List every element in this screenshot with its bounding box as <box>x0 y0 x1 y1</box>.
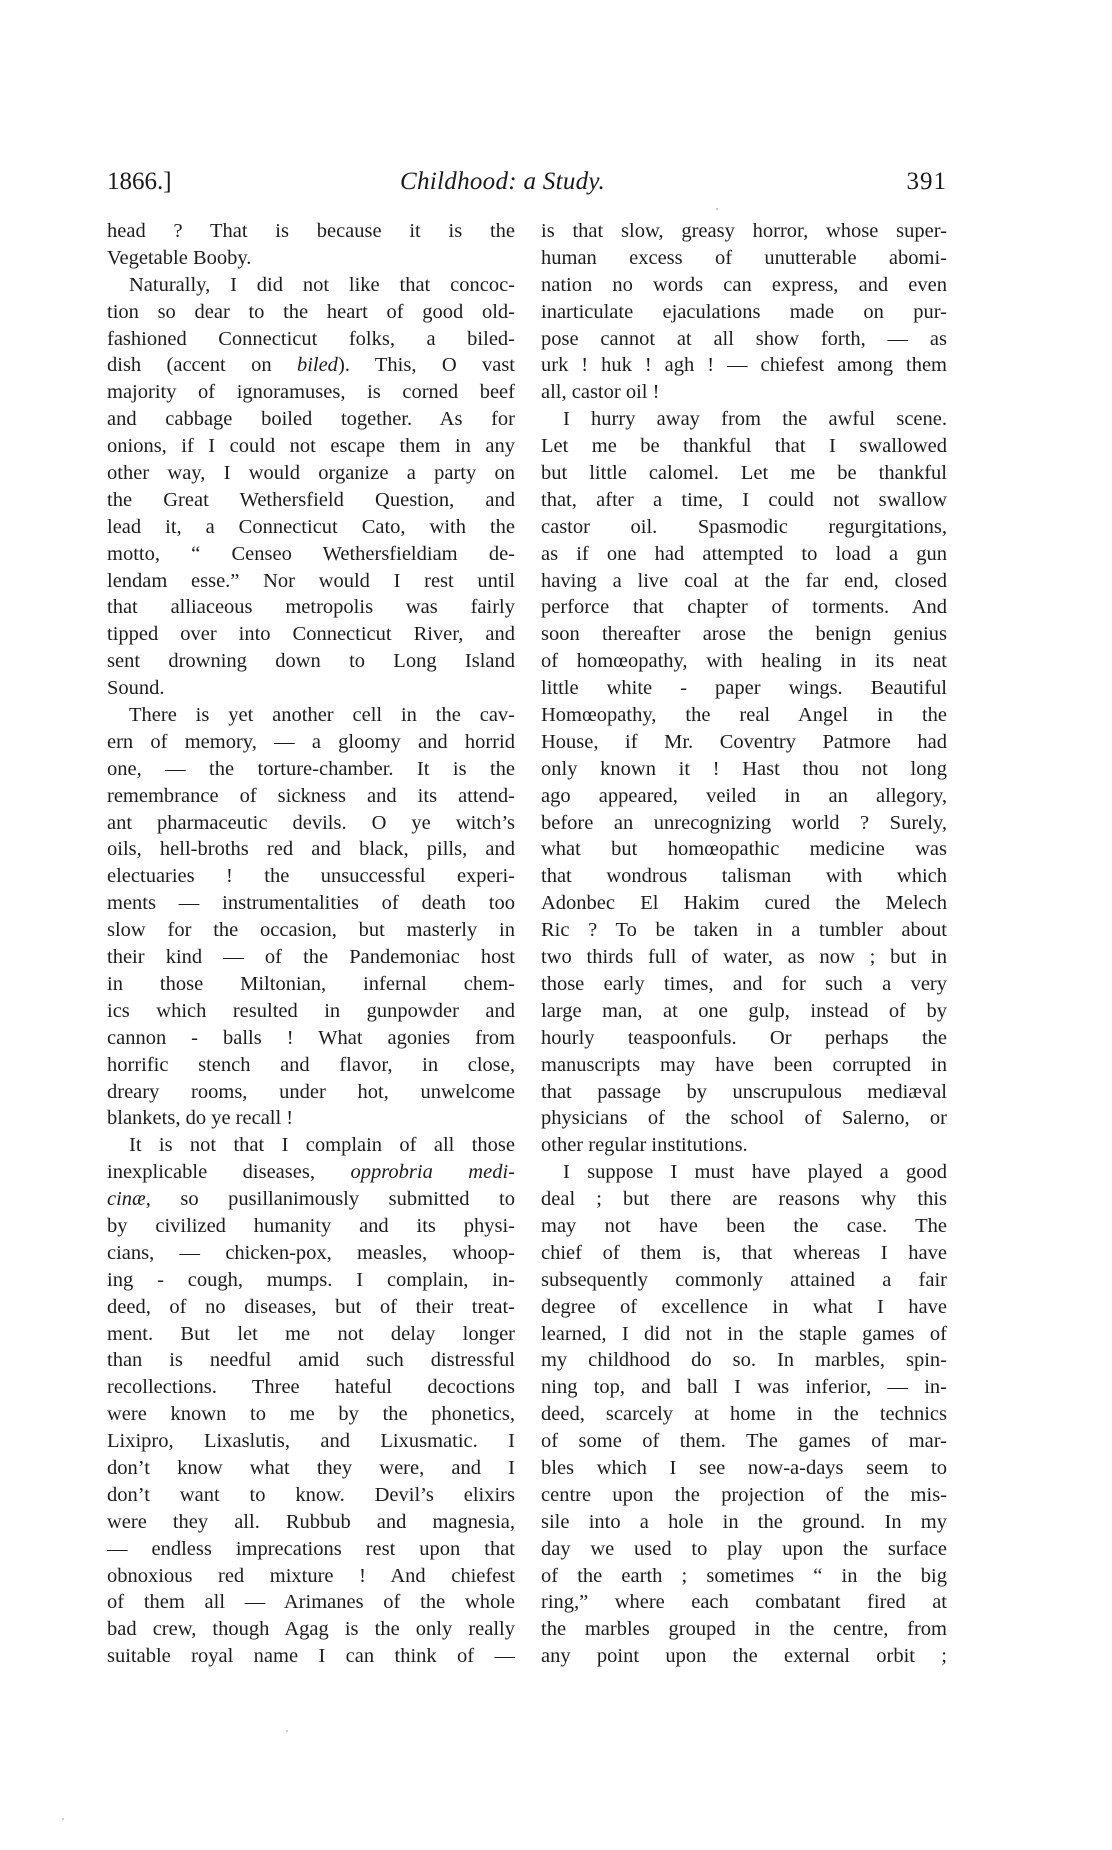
text-line: recollections. Three hateful decoctions <box>107 1376 515 1399</box>
text-line: ring,” where each combatant fired at <box>541 1591 947 1614</box>
text-line: by civilized humanity and its physi- <box>107 1214 515 1237</box>
text-line: human excess of unutterable abomi- <box>541 246 947 269</box>
text-line: and cabbage boiled together. As for <box>107 408 515 431</box>
scan-speck <box>286 1730 288 1732</box>
text-line: of the earth ; sometimes “ in the big <box>541 1564 947 1587</box>
text-line: having a live coal at the far end, closed <box>541 569 947 592</box>
text-line: but little calomel. Let me be thankful <box>541 462 947 485</box>
text-line: onions, if I could not escape them in any <box>107 435 515 458</box>
text-line: learned, I did not in the staple games of <box>541 1322 947 1345</box>
text-line: ern of memory, — a gloomy and horrid <box>107 730 515 753</box>
scan-speck <box>716 208 718 210</box>
text-line: Sound. <box>107 677 165 700</box>
text-line: in those Miltonian, infernal chem- <box>107 972 515 995</box>
text-line: deal ; but there are reasons why this <box>541 1188 947 1211</box>
text-line: the Great Wethersfield Question, and <box>107 488 515 511</box>
text-line: little white - paper wings. Beautiful <box>541 677 947 700</box>
text-line: I suppose I must have played a good <box>563 1161 947 1184</box>
text-line: ago appeared, veiled in an allegory, <box>541 784 947 807</box>
text-line: deed, of no diseases, but of their treat- <box>107 1295 515 1318</box>
text-line: majority of ignoramuses, is corned beef <box>107 381 515 404</box>
text-line: soon thereafter arose the benign genius <box>541 623 947 646</box>
text-line: Naturally, I did not like that concoc- <box>129 273 515 296</box>
text-line: Ric ? To be taken in a tumbler about <box>541 919 947 942</box>
text-line: manuscripts may have been corrupted in <box>541 1053 947 1076</box>
text-line: urk ! huk ! agh ! — chiefest among them <box>541 354 947 377</box>
text-line: of some of them. The games of mar- <box>541 1430 947 1453</box>
text-line: Lixipro, Lixaslutis, and Lixusmatic. I <box>107 1430 515 1453</box>
text-line: cians, — chicken-pox, measles, whoop- <box>107 1241 515 1264</box>
text-line: physicians of the school of Salerno, or <box>541 1107 947 1130</box>
text-line: only known it ! Hast thou not long <box>541 757 947 780</box>
text-line: remembrance of sickness and its attend- <box>107 784 515 807</box>
page-number: 391 <box>906 168 947 195</box>
text-line: ment. But let me not delay longer <box>107 1322 515 1345</box>
text-line: were they all. Rubbub and magnesia, <box>107 1510 515 1533</box>
text-line: my childhood do so. In marbles, spin- <box>541 1349 947 1372</box>
text-line: the marbles grouped in the centre, from <box>541 1618 947 1641</box>
text-line: lendam esse.” Nor would I rest until <box>107 569 515 592</box>
text-line: perforce that chapter of torments. And <box>541 596 947 619</box>
running-head-year: 1866.] <box>107 168 172 195</box>
text-line: subsequently commonly attained a fair <box>541 1268 947 1291</box>
text-line: that alliaceous metropolis was fairly <box>107 596 515 619</box>
text-line: large man, at one gulp, instead of by <box>541 999 947 1022</box>
text-line: were known to me by the phonetics, <box>107 1403 515 1426</box>
text-line: all, castor oil ! <box>541 381 660 404</box>
text-line: There is yet another cell in the cav- <box>129 704 515 727</box>
text-line: other way, I would organize a party on <box>107 462 515 485</box>
text-line: motto, “ Censeo Wethersfieldiam de- <box>107 542 515 565</box>
text-line: their kind — of the Pandemoniac host <box>107 946 515 969</box>
right-text-column <box>541 218 947 1670</box>
text-line: horrific stench and flavor, in close, <box>107 1053 515 1076</box>
text-line: ics which resulted in gunpowder and <box>107 999 515 1022</box>
italic-run: cinæ <box>107 1188 146 1211</box>
text-line: suitable royal name I can think of — <box>107 1645 515 1668</box>
text-line: that passage by unscrupulous mediæval <box>541 1080 947 1103</box>
text-line <box>107 352 515 379</box>
text-line: deed, scarcely at home in the technics <box>541 1403 947 1426</box>
text-line: blankets, do ye recall ! <box>107 1107 294 1130</box>
text-line: tipped over into Connecticut River, and <box>107 623 515 646</box>
text-line: of homœopathy, with healing in its neat <box>541 650 947 673</box>
text-line: cannon - balls ! What agonies from <box>107 1026 515 1049</box>
text-line: that wondrous talisman with which <box>541 865 947 888</box>
text-line: don’t know what they were, and I <box>107 1456 515 1479</box>
text-line: other regular institutions. <box>541 1134 748 1157</box>
text-line: head ? That is because it is the <box>107 220 515 242</box>
text-line: of them all — Arimanes of the whole <box>107 1591 515 1614</box>
text-line: It is not that I complain of all those <box>129 1134 515 1157</box>
running-head <box>107 164 947 200</box>
text-line: ments — instrumentalities of death too <box>107 892 515 915</box>
text-line <box>107 1159 515 1186</box>
running-head-title: Childhood: a Study. <box>400 168 606 195</box>
text-line: slow for the occasion, but masterly in <box>107 919 515 942</box>
text-line: hourly teaspoonfuls. Or perhaps the <box>541 1026 947 1049</box>
text-line: Vegetable Booby. <box>107 246 252 269</box>
text-line: centre upon the projection of the mis- <box>541 1483 947 1506</box>
text-line: day we used to play upon the surface <box>541 1537 947 1560</box>
text-line: those early times, and for such a very <box>541 972 947 995</box>
text-line: bad crew, though Agag is the only really <box>107 1618 515 1641</box>
text-line: what but homœopathic medicine was <box>541 838 947 861</box>
text-run: inexplicable diseases, <box>107 1161 351 1184</box>
text-line: one, — the torture-chamber. It is the <box>107 757 515 780</box>
text-line: — endless imprecations rest upon that <box>107 1537 515 1560</box>
text-line: that, after a time, I could not swallow <box>541 488 947 511</box>
text-line: I hurry away from the awful scene. <box>563 408 947 431</box>
italic-run: opprobria medi- <box>350 1161 515 1184</box>
text-line: dreary rooms, under hot, unwelcome <box>107 1080 515 1103</box>
italic-run: biled <box>296 354 338 377</box>
text-line: ning top, and ball I was inferior, — in- <box>541 1376 947 1399</box>
text-line: nation no words can express, and even <box>541 273 947 296</box>
text-line: pose cannot at all show forth, — as <box>541 327 947 350</box>
text-run: ). This, O vast <box>337 354 515 377</box>
text-line: tion so dear to the heart of good old- <box>107 300 515 323</box>
text-line: oils, hell-broths red and black, pills, and <box>107 838 515 861</box>
text-line: may not have been the case. The <box>541 1214 947 1237</box>
text-line: Let me be thankful that I swallowed <box>541 435 947 458</box>
text-line: inarticulate ejaculations made on pur- <box>541 300 947 323</box>
text-line: sent drowning down to Long Island <box>107 650 515 673</box>
text-line: ing - cough, mumps. I complain, in- <box>107 1268 515 1291</box>
text-line: Adonbec El Hakim cured the Melech <box>541 892 947 915</box>
text-line: chief of them is, that whereas I have <box>541 1241 947 1264</box>
text-line: than is needful amid such distressful <box>107 1349 515 1372</box>
text-line: before an unrecognizing world ? Surely, <box>541 811 947 834</box>
text-line: electuaries ! the unsuccessful experi- <box>107 865 515 888</box>
text-line: fashioned Connecticut folks, a biled- <box>107 327 515 350</box>
text-line: degree of excellence in what I have <box>541 1295 947 1318</box>
text-run: , so pusillanimously submitted to <box>145 1188 515 1211</box>
text-line: lead it, a Connecticut Cato, with the <box>107 515 515 538</box>
text-line: any point upon the external orbit ; <box>541 1645 947 1668</box>
text-line: House, if Mr. Coventry Patmore had <box>541 730 947 753</box>
text-line: is that slow, greasy horror, whose super- <box>541 220 947 242</box>
text-line: don’t want to know. Devil’s elixirs <box>107 1483 515 1506</box>
text-line: obnoxious red mixture ! And chiefest <box>107 1564 515 1587</box>
text-line <box>107 1186 515 1213</box>
text-run: dish (accent on <box>107 354 297 377</box>
text-line: two thirds full of water, as now ; but in <box>541 946 947 969</box>
text-line: sile into a hole in the ground. In my <box>541 1510 947 1533</box>
text-line: as if one had attempted to load a gun <box>541 542 947 565</box>
scan-speck <box>62 1818 64 1820</box>
text-line: bles which I see now-a-days seem to <box>541 1456 947 1479</box>
text-line: Homœopathy, the real Angel in the <box>541 704 947 727</box>
text-line: castor oil. Spasmodic regurgitations, <box>541 515 947 538</box>
left-text-column <box>107 218 515 1670</box>
text-line: ant pharmaceutic devils. O ye witch’s <box>107 811 515 834</box>
